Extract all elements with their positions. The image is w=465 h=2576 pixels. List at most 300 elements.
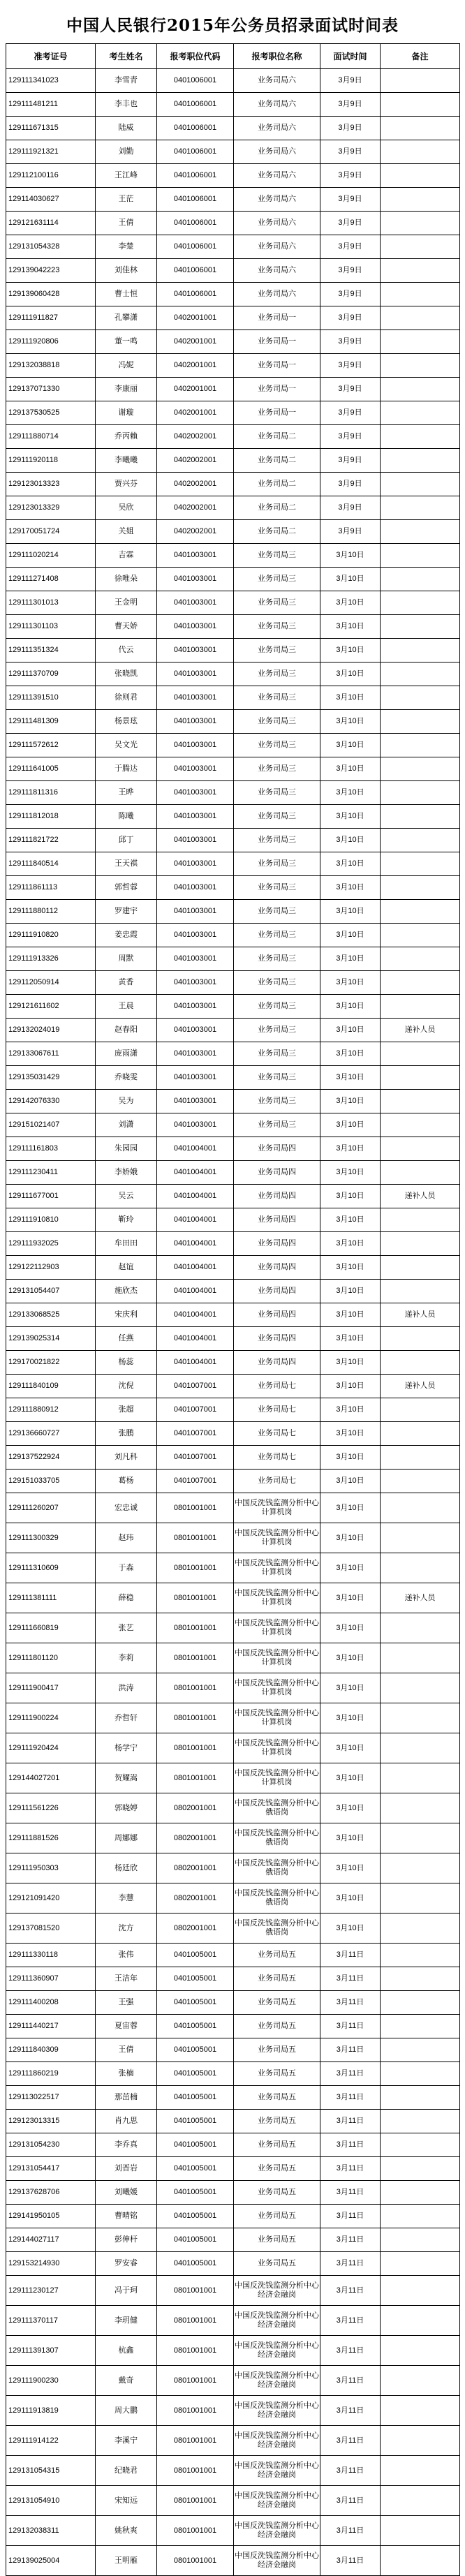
cell-position-code: 0401003001	[157, 1019, 234, 1042]
cell-remarks: 递补人员	[381, 1019, 460, 1042]
cell-exam-number: 129111641005	[6, 757, 96, 781]
cell-position-name: 业务司局三	[234, 1019, 320, 1042]
table-row	[6, 852, 460, 876]
cell-interview-date: 3月10日	[320, 1280, 381, 1303]
cell-exam-number: 129111911827	[6, 306, 96, 330]
cell-interview-date: 3月9日	[320, 93, 381, 117]
cell-candidate-name: 张晓凯	[96, 662, 157, 686]
cell-interview-date: 3月9日	[320, 140, 381, 164]
cell-remarks	[381, 829, 460, 852]
cell-position-code: 0401004001	[157, 1137, 234, 1161]
cell-interview-date: 3月10日	[320, 662, 381, 686]
cell-candidate-name: 曹晴铭	[96, 2205, 157, 2228]
cell-interview-date: 3月11日	[320, 2157, 381, 2181]
cell-position-name: 业务司局四	[234, 1327, 320, 1351]
cell-position-code: 0802001001	[157, 1914, 234, 1944]
cell-exam-number: 129142076330	[6, 1090, 96, 1113]
cell-remarks: 递补人员	[381, 1303, 460, 1327]
table-row	[6, 1793, 460, 1823]
cell-position-code: 0401003001	[157, 852, 234, 876]
cell-exam-number: 129170021822	[6, 1351, 96, 1375]
cell-remarks	[381, 852, 460, 876]
cell-exam-number: 129144027201	[6, 1763, 96, 1793]
cell-candidate-name: 彭伸杆	[96, 2228, 157, 2252]
cell-exam-number: 129111481309	[6, 710, 96, 734]
cell-position-code: 0401003001	[157, 900, 234, 924]
cell-candidate-name: 姚秋爽	[96, 2516, 157, 2546]
cell-position-code: 0402001001	[157, 354, 234, 378]
cell-candidate-name: 于腾达	[96, 757, 157, 781]
table-row	[6, 1113, 460, 1137]
cell-candidate-name: 朱园园	[96, 1137, 157, 1161]
cell-position-name: 中国反洗钱监测分析中心计算机岗	[234, 1733, 320, 1763]
cell-candidate-name: 杭鑫	[96, 2336, 157, 2366]
cell-position-name: 业务司局三	[234, 1090, 320, 1113]
cell-exam-number: 129111914122	[6, 2426, 96, 2456]
cell-candidate-name: 王江峰	[96, 164, 157, 188]
table-row	[6, 1853, 460, 1883]
cell-position-name: 中国反洗钱监测分析中心计算机岗	[234, 1673, 320, 1703]
cell-interview-date: 3月11日	[320, 2038, 381, 2062]
cell-interview-date: 3月10日	[320, 1019, 381, 1042]
cell-remarks	[381, 1853, 460, 1883]
table-row	[6, 2366, 460, 2396]
cell-position-name: 中国反洗钱监测分析中心俄语岗	[234, 1853, 320, 1883]
cell-candidate-name: 曹天娇	[96, 615, 157, 639]
cell-candidate-name: 周娜娜	[96, 1823, 157, 1853]
table-row	[6, 1643, 460, 1673]
cell-exam-number: 129111341023	[6, 69, 96, 93]
cell-position-code: 0402001001	[157, 330, 234, 354]
cell-position-code: 0401004001	[157, 1185, 234, 1208]
cell-interview-date: 3月11日	[320, 2426, 381, 2456]
cell-position-name: 业务司局六	[234, 117, 320, 140]
cell-interview-date: 3月11日	[320, 2306, 381, 2336]
cell-position-code: 0401006001	[157, 117, 234, 140]
cell-position-code: 0802001001	[157, 1793, 234, 1823]
cell-position-name: 业务司局七	[234, 1446, 320, 1470]
cell-candidate-name: 郭晓婷	[96, 1793, 157, 1823]
cell-position-name: 业务司局一	[234, 378, 320, 401]
cell-remarks	[381, 2396, 460, 2426]
table-row	[6, 354, 460, 378]
cell-exam-number: 129123013329	[6, 496, 96, 520]
cell-position-code: 0401006001	[157, 164, 234, 188]
cell-position-code: 0802001001	[157, 1853, 234, 1883]
cell-exam-number: 129111840109	[6, 1375, 96, 1398]
cell-interview-date: 3月9日	[320, 306, 381, 330]
cell-position-name: 业务司局三	[234, 686, 320, 710]
cell-position-name: 业务司局三	[234, 829, 320, 852]
cell-position-code: 0801001001	[157, 2426, 234, 2456]
cell-position-name: 业务司局五	[234, 2038, 320, 2062]
table-row	[6, 734, 460, 757]
cell-position-name: 业务司局三	[234, 781, 320, 805]
cell-candidate-name: 赵春阳	[96, 1019, 157, 1042]
cell-interview-date: 3月10日	[320, 568, 381, 591]
cell-position-name: 业务司局二	[234, 496, 320, 520]
table-row	[6, 829, 460, 852]
cell-remarks	[381, 734, 460, 757]
cell-remarks	[381, 1991, 460, 2015]
cell-interview-date: 3月9日	[320, 212, 381, 235]
table-row	[6, 283, 460, 306]
cell-remarks	[381, 2086, 460, 2110]
table-row	[6, 2546, 460, 2576]
cell-remarks	[381, 1944, 460, 1967]
cell-interview-date: 3月9日	[320, 449, 381, 473]
cell-remarks	[381, 69, 460, 93]
cell-position-code: 0801001001	[157, 2366, 234, 2396]
cell-position-code: 0402002001	[157, 473, 234, 496]
cell-remarks	[381, 1422, 460, 1446]
cell-remarks	[381, 591, 460, 615]
table-row	[6, 1208, 460, 1232]
table-row	[6, 306, 460, 330]
cell-exam-number: 129137071330	[6, 378, 96, 401]
cell-exam-number: 129111932025	[6, 1232, 96, 1256]
cell-position-code: 0401003001	[157, 1066, 234, 1090]
cell-position-name: 业务司局三	[234, 734, 320, 757]
cell-position-name: 中国反洗钱监测分析中心计算机岗	[234, 1523, 320, 1553]
cell-position-name: 中国反洗钱监测分析中心俄语岗	[234, 1914, 320, 1944]
cell-exam-number: 129111900224	[6, 1703, 96, 1733]
cell-interview-date: 3月10日	[320, 781, 381, 805]
cell-candidate-name: 靳玲	[96, 1208, 157, 1232]
table-row	[6, 1066, 460, 1090]
cell-candidate-name: 贾兴芬	[96, 473, 157, 496]
cell-exam-number: 129132038818	[6, 354, 96, 378]
cell-position-name: 业务司局三	[234, 924, 320, 947]
cell-exam-number: 129111381111	[6, 1583, 96, 1613]
cell-position-code: 0401003001	[157, 805, 234, 829]
cell-position-code: 0801001001	[157, 1613, 234, 1643]
cell-position-name: 业务司局四	[234, 1137, 320, 1161]
cell-candidate-name: 纪晓君	[96, 2456, 157, 2486]
cell-position-name: 业务司局三	[234, 1042, 320, 1066]
cell-position-code: 0801001001	[157, 2456, 234, 2486]
cell-interview-date: 3月10日	[320, 924, 381, 947]
cell-exam-number: 129111880714	[6, 425, 96, 449]
cell-remarks	[381, 781, 460, 805]
cell-position-code: 0401003001	[157, 947, 234, 971]
cell-interview-date: 3月10日	[320, 971, 381, 995]
cell-candidate-name: 吴欣	[96, 496, 157, 520]
cell-candidate-name: 徐则君	[96, 686, 157, 710]
cell-exam-number: 129111801120	[6, 1643, 96, 1673]
cell-exam-number: 129111910820	[6, 924, 96, 947]
cell-candidate-name: 杨蕊	[96, 1351, 157, 1375]
cell-interview-date: 3月11日	[320, 1967, 381, 1991]
cell-candidate-name: 李曦曦	[96, 449, 157, 473]
cell-position-code: 0401005001	[157, 2038, 234, 2062]
cell-candidate-name: 夏宙蓉	[96, 2015, 157, 2038]
table-row	[6, 2133, 460, 2157]
cell-interview-date: 3月10日	[320, 1523, 381, 1553]
cell-remarks	[381, 1351, 460, 1375]
cell-exam-number: 129111671315	[6, 117, 96, 140]
cell-position-code: 0401006001	[157, 188, 234, 212]
cell-candidate-name: 谢璇	[96, 401, 157, 425]
cell-remarks	[381, 544, 460, 568]
cell-remarks	[381, 1553, 460, 1583]
cell-position-name: 业务司局六	[234, 93, 320, 117]
cell-interview-date: 3月10日	[320, 1823, 381, 1853]
table-row	[6, 2228, 460, 2252]
cell-position-code: 0401003001	[157, 639, 234, 662]
cell-candidate-name: 邱丁	[96, 829, 157, 852]
table-row	[6, 1090, 460, 1113]
cell-position-name: 业务司局四	[234, 1161, 320, 1185]
cell-position-name: 业务司局四	[234, 1351, 320, 1375]
cell-position-name: 业务司局三	[234, 995, 320, 1019]
cell-position-name: 中国反洗钱监测分析中心经济金融岗	[234, 2486, 320, 2516]
cell-exam-number: 129111400208	[6, 1991, 96, 2015]
cell-exam-number: 129111880912	[6, 1398, 96, 1422]
cell-candidate-name: 罗建宇	[96, 900, 157, 924]
table-row	[6, 1398, 460, 1422]
cell-remarks	[381, 2252, 460, 2276]
cell-remarks	[381, 520, 460, 544]
cell-position-name: 业务司局三	[234, 710, 320, 734]
cell-remarks	[381, 924, 460, 947]
cell-position-code: 0401004001	[157, 1256, 234, 1280]
cell-position-name: 业务司局七	[234, 1375, 320, 1398]
cell-position-name: 业务司局六	[234, 164, 320, 188]
cell-interview-date: 3月10日	[320, 1327, 381, 1351]
cell-position-name: 中国反洗钱监测分析中心俄语岗	[234, 1883, 320, 1914]
table-row	[6, 1256, 460, 1280]
table-row	[6, 2336, 460, 2366]
cell-interview-date: 3月11日	[320, 2516, 381, 2546]
cell-remarks	[381, 1232, 460, 1256]
cell-position-code: 0801001001	[157, 2276, 234, 2306]
cell-position-code: 0401005001	[157, 2110, 234, 2133]
table-row	[6, 1763, 460, 1793]
cell-position-code: 0401003001	[157, 1042, 234, 1066]
cell-position-code: 0801001001	[157, 2306, 234, 2336]
cell-interview-date: 3月10日	[320, 1161, 381, 1185]
cell-remarks	[381, 235, 460, 259]
cell-exam-number: 129139025004	[6, 2546, 96, 2576]
cell-exam-number: 129151033705	[6, 1470, 96, 1493]
cell-candidate-name: 戴奇	[96, 2366, 157, 2396]
cell-candidate-name: 张鹏	[96, 1422, 157, 1446]
cell-candidate-name: 罗安睿	[96, 2252, 157, 2276]
cell-remarks	[381, 2062, 460, 2086]
table-row	[6, 1161, 460, 1185]
cell-position-code: 0402001001	[157, 306, 234, 330]
table-row	[6, 544, 460, 568]
cell-position-code: 0401003001	[157, 829, 234, 852]
table-row	[6, 2516, 460, 2546]
cell-position-code: 0401003001	[157, 591, 234, 615]
cell-position-code: 0801001001	[157, 1763, 234, 1793]
cell-candidate-name: 王晨	[96, 995, 157, 1019]
cell-candidate-name: 孔攀潇	[96, 306, 157, 330]
cell-remarks	[381, 306, 460, 330]
cell-exam-number: 129114030627	[6, 188, 96, 212]
cell-candidate-name: 李溪宁	[96, 2426, 157, 2456]
cell-interview-date: 3月10日	[320, 995, 381, 1019]
cell-exam-number: 129111861113	[6, 876, 96, 900]
cell-position-code: 0801001001	[157, 1733, 234, 1763]
cell-exam-number: 129111950303	[6, 1853, 96, 1883]
cell-exam-number: 129112050914	[6, 971, 96, 995]
table-row	[6, 473, 460, 496]
cell-candidate-name: 宋知远	[96, 2486, 157, 2516]
cell-exam-number: 129136660727	[6, 1422, 96, 1446]
cell-position-name: 业务司局三	[234, 805, 320, 829]
table-row	[6, 1967, 460, 1991]
cell-candidate-name: 徐唯朵	[96, 568, 157, 591]
table-row	[6, 425, 460, 449]
cell-position-code: 0401006001	[157, 283, 234, 306]
table-row	[6, 1470, 460, 1493]
cell-remarks	[381, 1523, 460, 1553]
cell-exam-number: 129131054315	[6, 2456, 96, 2486]
cell-remarks	[381, 686, 460, 710]
table-row	[6, 710, 460, 734]
cell-candidate-name: 庞雨潇	[96, 1042, 157, 1066]
cell-remarks	[381, 568, 460, 591]
cell-position-code: 0801001001	[157, 2516, 234, 2546]
cell-interview-date: 3月10日	[320, 1553, 381, 1583]
cell-interview-date: 3月9日	[320, 235, 381, 259]
cell-remarks	[381, 1883, 460, 1914]
cell-interview-date: 3月11日	[320, 1944, 381, 1967]
cell-position-code: 0401005001	[157, 2062, 234, 2086]
cell-position-name: 业务司局四	[234, 1256, 320, 1280]
cell-exam-number: 129111880112	[6, 900, 96, 924]
cell-position-code: 0801001001	[157, 1643, 234, 1673]
cell-position-code: 0401003001	[157, 781, 234, 805]
cell-position-code: 0801001001	[157, 1493, 234, 1523]
cell-position-name: 业务司局五	[234, 2252, 320, 2276]
table-row	[6, 1351, 460, 1375]
cell-exam-number: 129111230411	[6, 1161, 96, 1185]
cell-exam-number: 129132024019	[6, 1019, 96, 1042]
cell-exam-number: 129111860219	[6, 2062, 96, 2086]
table-row	[6, 781, 460, 805]
cell-exam-number: 129111900230	[6, 2366, 96, 2396]
table-row	[6, 2486, 460, 2516]
cell-exam-number: 129139042223	[6, 259, 96, 283]
cell-remarks	[381, 757, 460, 781]
cell-exam-number: 129111812018	[6, 805, 96, 829]
cell-position-code: 0401005001	[157, 1944, 234, 1967]
cell-exam-number: 129121091420	[6, 1883, 96, 1914]
cell-interview-date: 3月9日	[320, 354, 381, 378]
cell-candidate-name: 沈方	[96, 1914, 157, 1944]
table-row	[6, 1673, 460, 1703]
cell-position-code: 0401003001	[157, 568, 234, 591]
cell-remarks	[381, 805, 460, 829]
cell-remarks	[381, 1703, 460, 1733]
cell-candidate-name: 刘凡科	[96, 1446, 157, 1470]
cell-interview-date: 3月11日	[320, 2336, 381, 2366]
cell-interview-date: 3月10日	[320, 829, 381, 852]
cell-interview-date: 3月10日	[320, 615, 381, 639]
cell-interview-date: 3月11日	[320, 2276, 381, 2306]
cell-interview-date: 3月10日	[320, 1673, 381, 1703]
cell-candidate-name: 吉霖	[96, 544, 157, 568]
cell-remarks	[381, 2456, 460, 2486]
cell-candidate-name: 李楚	[96, 235, 157, 259]
cell-interview-date: 3月10日	[320, 1493, 381, 1523]
cell-remarks	[381, 117, 460, 140]
table-row	[6, 1823, 460, 1853]
cell-exam-number: 129151021407	[6, 1113, 96, 1137]
cell-exam-number: 129111300329	[6, 1523, 96, 1553]
table-row	[6, 1733, 460, 1763]
table-row	[6, 1493, 460, 1523]
cell-interview-date: 3月10日	[320, 1793, 381, 1823]
cell-remarks	[381, 662, 460, 686]
cell-position-code: 0802001001	[157, 1883, 234, 1914]
cell-exam-number: 129112100116	[6, 164, 96, 188]
cell-exam-number: 129137081520	[6, 1914, 96, 1944]
cell-interview-date: 3月10日	[320, 1733, 381, 1763]
cell-position-code: 0401003001	[157, 757, 234, 781]
cell-interview-date: 3月10日	[320, 876, 381, 900]
cell-interview-date: 3月10日	[320, 1914, 381, 1944]
cell-interview-date: 3月9日	[320, 259, 381, 283]
cell-remarks	[381, 2426, 460, 2456]
table-row	[6, 639, 460, 662]
cell-interview-date: 3月10日	[320, 805, 381, 829]
cell-exam-number: 129121611602	[6, 995, 96, 1019]
cell-remarks: 递补人员	[381, 1583, 460, 1613]
cell-interview-date: 3月9日	[320, 164, 381, 188]
cell-exam-number: 129141950105	[6, 2205, 96, 2228]
cell-position-code: 0401006001	[157, 259, 234, 283]
cell-position-name: 业务司局三	[234, 662, 320, 686]
cell-position-code: 0401003001	[157, 544, 234, 568]
table-row	[6, 1703, 460, 1733]
cell-position-name: 业务司局五	[234, 2181, 320, 2205]
cell-exam-number: 129132038311	[6, 2516, 96, 2546]
cell-candidate-name: 王倩	[96, 2038, 157, 2062]
cell-position-name: 业务司局三	[234, 947, 320, 971]
cell-position-code: 0401003001	[157, 995, 234, 1019]
cell-exam-number: 129111391510	[6, 686, 96, 710]
table-row	[6, 212, 460, 235]
cell-position-name: 业务司局二	[234, 473, 320, 496]
cell-interview-date: 3月10日	[320, 1208, 381, 1232]
table-row	[6, 520, 460, 544]
cell-position-code: 0801001001	[157, 2336, 234, 2366]
table-row	[6, 2306, 460, 2336]
cell-exam-number: 129111913819	[6, 2396, 96, 2426]
cell-remarks	[381, 2486, 460, 2516]
cell-position-name: 中国反洗钱监测分析中心计算机岗	[234, 1553, 320, 1583]
cell-interview-date: 3月11日	[320, 2228, 381, 2252]
cell-interview-date: 3月11日	[320, 2086, 381, 2110]
cell-position-name: 中国反洗钱监测分析中心经济金融岗	[234, 2456, 320, 2486]
cell-position-code: 0402002001	[157, 425, 234, 449]
table-row	[6, 2038, 460, 2062]
cell-interview-date: 3月9日	[320, 401, 381, 425]
cell-position-name: 业务司局六	[234, 188, 320, 212]
cell-remarks	[381, 401, 460, 425]
cell-remarks	[381, 1823, 460, 1853]
cell-exam-number: 129111370117	[6, 2306, 96, 2336]
cell-exam-number: 129111881526	[6, 1823, 96, 1853]
cell-position-code: 0801001001	[157, 2546, 234, 2576]
cell-candidate-name: 乔晓雯	[96, 1066, 157, 1090]
cell-position-name: 中国反洗钱监测分析中心经济金融岗	[234, 2276, 320, 2306]
